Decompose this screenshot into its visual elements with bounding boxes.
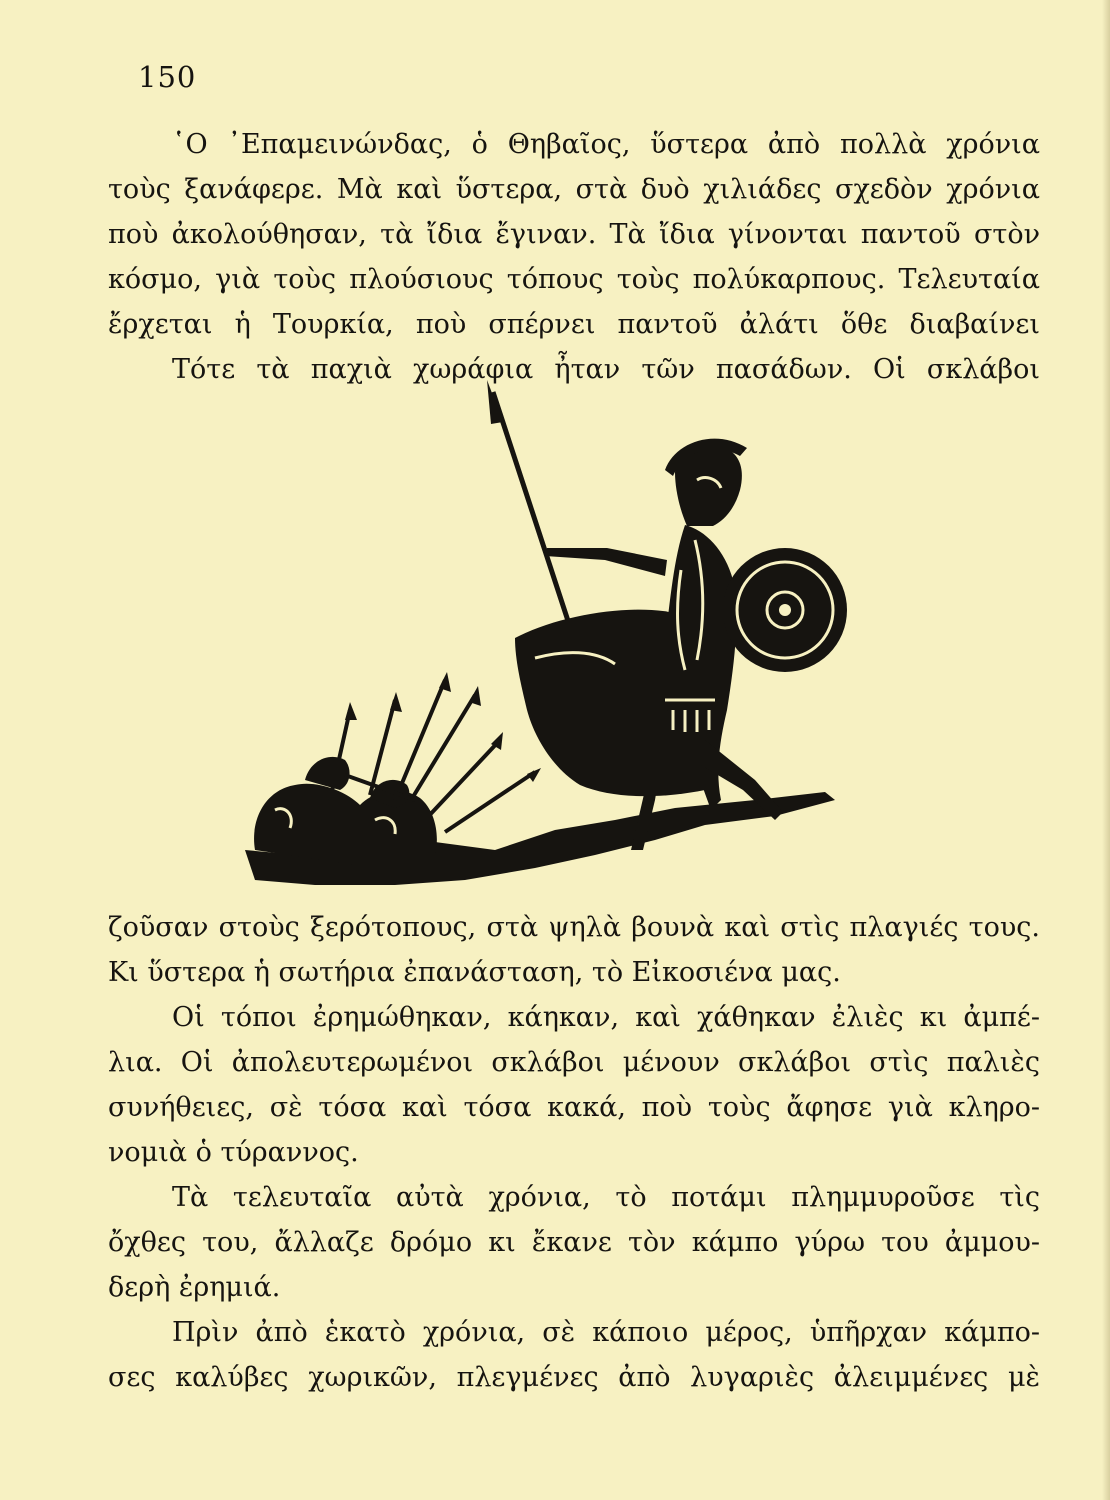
paragraph-top xyxy=(108,122,1040,392)
page-edge xyxy=(1102,0,1110,1500)
text-line: δερὴ ἐρημιά. xyxy=(108,1272,281,1303)
text-line: τοὺς ξανάφερε. Μὰ καὶ ὕστερα, στὰ δυὸ χιλιάδες σχεδὸν χρόνια xyxy=(108,174,1040,205)
text-line: Πρὶν ἀπὸ ἑκατὸ χρόνια, σὲ κάποιο μέρος, ὑπῆρχαν κάμπο- xyxy=(172,1317,1040,1348)
text-line: κόσμο, γιὰ τοὺς πλούσιους τόπους τοὺς πολύκαρπους. Τελευταία xyxy=(108,264,1040,295)
text-line: Τὰ τελευταῖα αὐτὰ χρόνια, τὸ ποτάμι πλημμυροῦσε τὶς xyxy=(172,1182,1040,1213)
paragraph-bottom xyxy=(108,905,1040,1400)
spear-tips xyxy=(345,672,541,782)
helmet xyxy=(665,439,747,526)
text-line: ποὺ ἀκολούθησαν, τὰ ἴδια ἔγιναν. Τὰ ἴδια γίνονται παντοῦ στὸν xyxy=(108,219,1040,250)
text-line: ζοῦσαν στοὺς ξερότοπους, στὰ ψηλὰ βουνὰ καὶ στὶς πλαγιές τους. xyxy=(108,912,1040,943)
text-line: Οἱ τόποι ἐρημώθηκαν, κάηκαν, καὶ χάθηκαν ἐλιὲς κι ἀμπέ- xyxy=(172,1002,1040,1033)
text-line: Τότε τὰ παχιὰ χωράφια ἦταν τῶν πασάδων. Οἱ σκλάβοι xyxy=(172,354,1040,385)
text-line: ἔρχεται ἡ Τουρκία, ποὺ σπέρνει παντοῦ ἀλάτι ὅθε διαβαίνει xyxy=(108,309,1040,340)
text-line: νομιὰ ὁ τύραννος. xyxy=(108,1137,359,1168)
text-line: ῾Ο ᾿Επαμεινώνδας, ὁ Θηβαῖος, ὕστερα ἀπὸ πολλὰ χρόνια xyxy=(172,129,1040,160)
text-line: ὄχθες του, ἄλλαζε δρόμο κι ἔκανε τὸν κάμπο γύρω του ἀμμου- xyxy=(108,1227,1040,1258)
text-line: συνήθειες, σὲ τόσα καὶ τόσα κακά, ποὺ τοὺς ἄφησε γιὰ κληρο- xyxy=(108,1092,1040,1123)
shield xyxy=(723,548,847,672)
spear xyxy=(487,380,571,630)
warrior-arm xyxy=(545,548,667,576)
warrior-illustration xyxy=(235,380,855,900)
text-line: σες καλύβες χωρικῶν, πλεγμένες ἀπὸ λυγαριὲς ἀλειμμένες μὲ xyxy=(108,1362,1040,1393)
text-line: λια. Οἱ ἀπολευτερωμένοι σκλάβοι μένουν σκλάβοι στὶς παλιὲς xyxy=(108,1047,1040,1078)
page-number: 150 xyxy=(138,60,197,94)
text-line: Κι ὕστερα ἡ σωτήρια ἐπανάσταση, τὸ Εἰκοσιένα μας. xyxy=(108,957,841,988)
fallen-soldiers xyxy=(254,757,437,865)
